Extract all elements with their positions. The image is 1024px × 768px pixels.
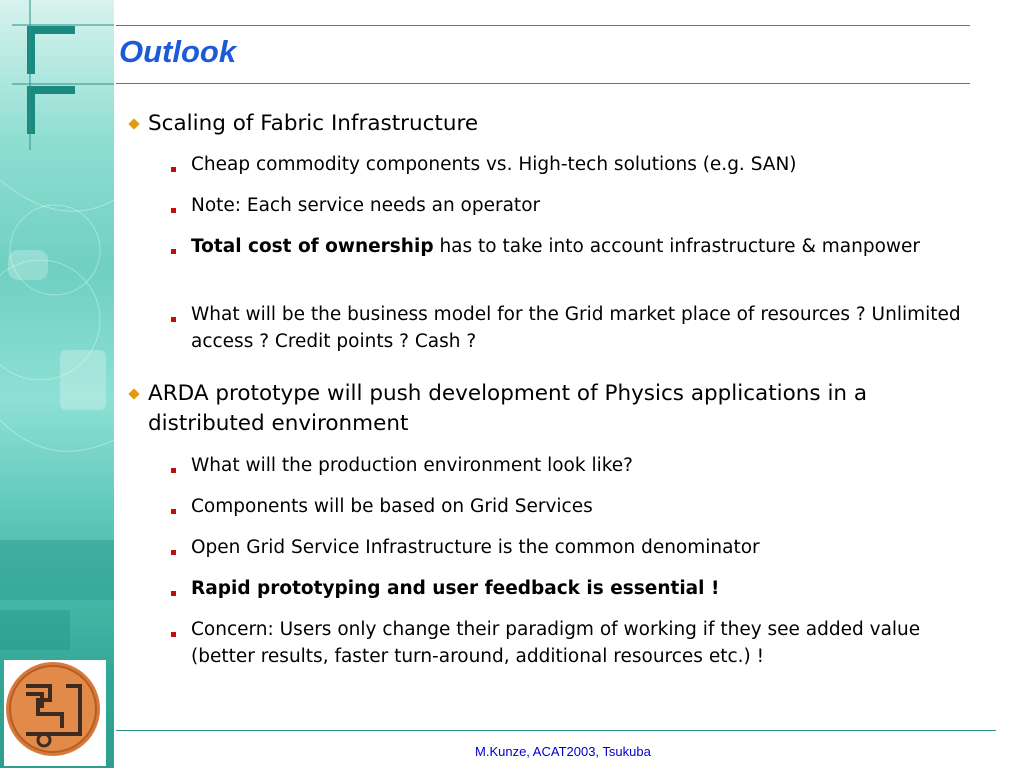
subbullet-rapid-prototyping [191,575,991,602]
bullet-square-icon [171,249,176,254]
footer-credit: M.Kunze, ACAT2003, Tsukuba [475,744,651,759]
top-rule [116,25,970,26]
subbullet-tco-bold: Total cost of ownership [191,236,434,257]
page-title: Outlook [119,34,237,69]
sidebar-pattern-icon [0,0,114,768]
bullet-diamond-icon [128,118,139,129]
subbullet-tco [191,233,951,260]
subbullet-production-env: What will the production environment look like? [191,455,633,476]
bullet-square-icon [171,509,176,514]
logo-seal-icon [4,660,102,758]
bullet-arda: ARDA prototype will push development of Physics applications in a distributed environment [148,381,868,436]
bullet-square-icon [171,167,176,172]
subbullet-business-model: What will be the business model for the Grid market place of resources ? Unlimited access ? Credit points ? Cash ? [191,304,961,352]
subbullet-commodity: Cheap commodity components vs. High-tech solutions (e.g. SAN) [191,154,797,175]
bullet-square-icon [171,208,176,213]
bullet-square-icon [171,468,176,473]
subbullet-ogsi: Open Grid Service Infrastructure is the common denominator [191,537,760,558]
subbullet-rapid-bold: Rapid prototyping and user feedback is essential ! [191,578,720,599]
subbullet-tco-rest: has to take into account infrastructure & manpower [433,236,921,257]
title-underline [116,83,970,84]
footer-rule [116,730,996,731]
bullet-square-icon [171,317,176,322]
sidebar-decoration [0,0,114,768]
subbullet-concern: Concern: Users only change their paradigm of working if they see added value (better results, faster turn-around, additional resources etc.) ! [191,619,921,667]
bullet-square-icon [171,591,176,596]
subbullet-grid-services: Components will be based on Grid Services [191,496,593,517]
logo-box [4,660,106,766]
bullet-square-icon [171,550,176,555]
bullet-square-icon [171,632,176,637]
bullet-diamond-icon [128,388,139,399]
bullet-scaling: Scaling of Fabric Infrastructure [148,111,479,136]
subbullet-operator: Note: Each service needs an operator [191,195,541,216]
